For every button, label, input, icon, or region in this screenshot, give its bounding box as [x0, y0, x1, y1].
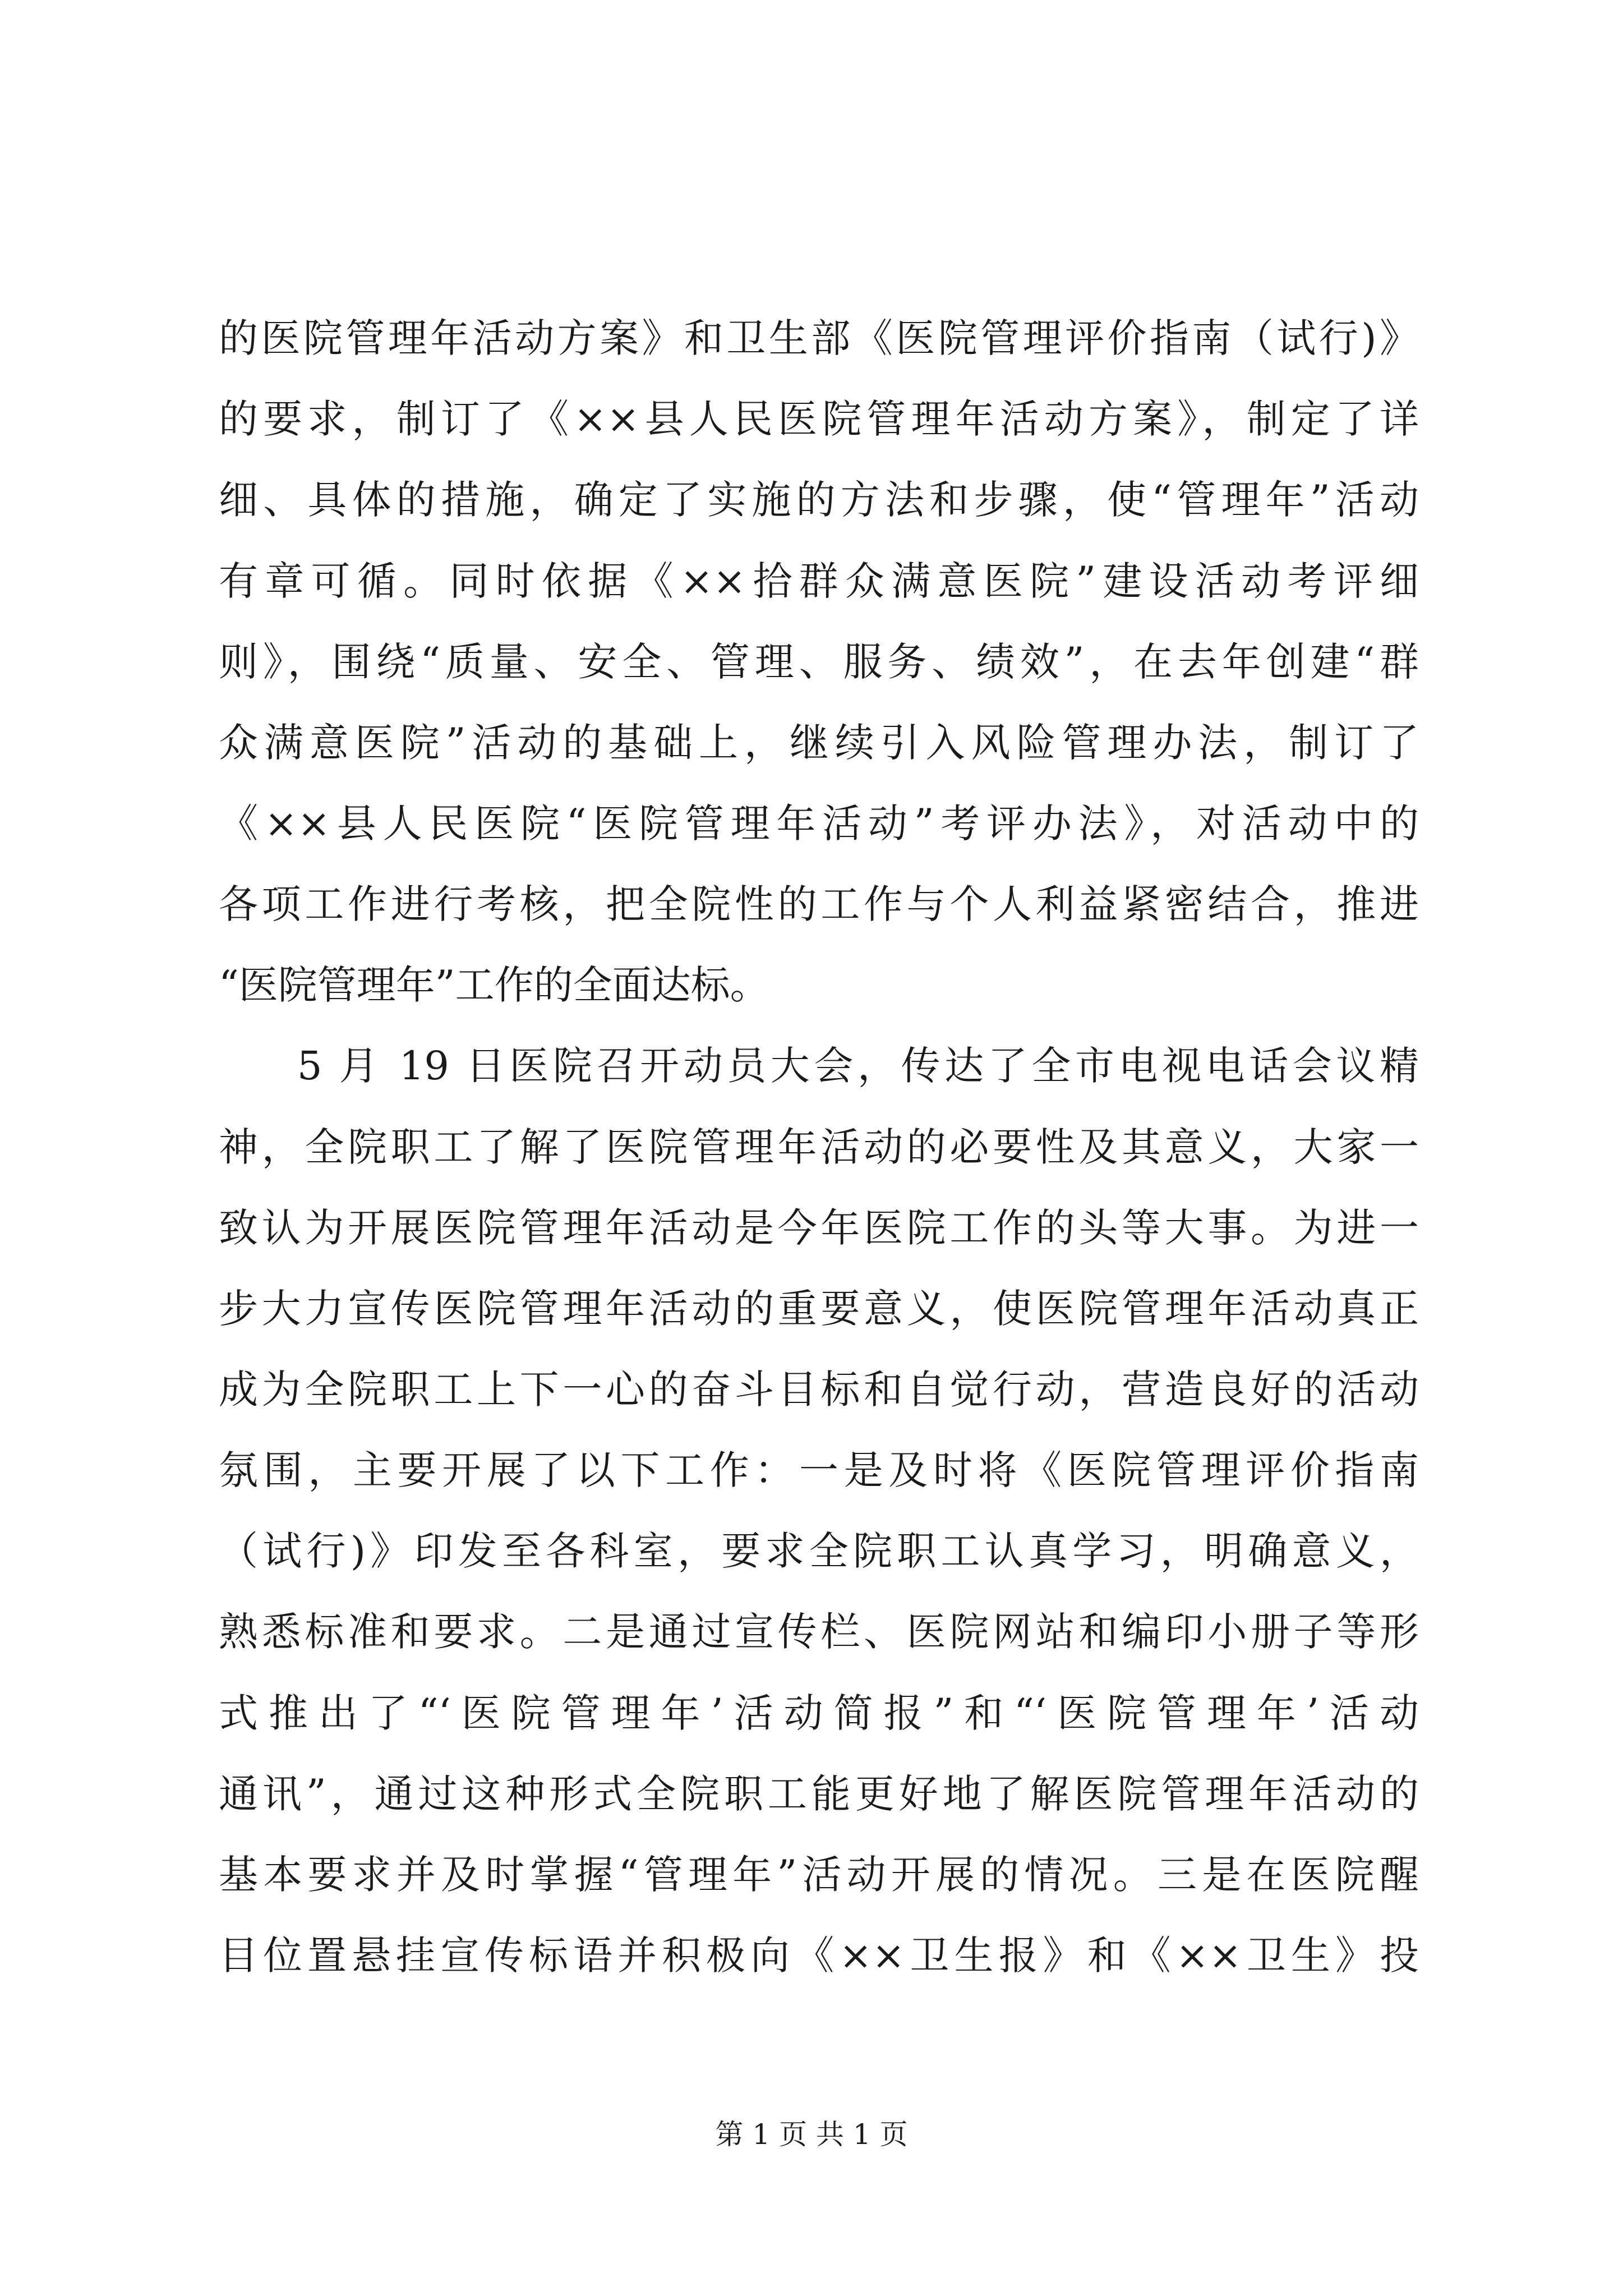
text-line: 目位置悬挂宣传标语并积极向《××卫生报》和《××卫生》投	[219, 1932, 1419, 1978]
text-line: 细、具体的措施，确定了实施的方法和步骤，使“管理年”活动	[219, 477, 1419, 523]
text-line: 基本要求并及时掌握“管理年”活动开展的情况。三是在医院醒	[219, 1852, 1419, 1898]
text-line: 众满意医院”活动的基础上，继续引入风险管理办法，制订了	[219, 720, 1419, 766]
text-line: 式推出了“‘医院管理年’活动简报”和“‘医院管理年’活动	[219, 1690, 1419, 1736]
page-number-footer: 第 1 页 共 1 页	[715, 2118, 908, 2151]
paragraph-first-line: 5 月 19 日医院召开动员大会，传达了全市电视电话会议精	[297, 1043, 1419, 1089]
text-line: 熟悉标准和要求。二是通过宣传栏、医院网站和编印小册子等形	[219, 1609, 1419, 1655]
text-line: 有章可循。同时依据《××拾群众满意医院”建设活动考评细	[219, 558, 1419, 604]
text-line: 成为全院职工上下一心的奋斗目标和自觉行动，营造良好的活动	[219, 1366, 1419, 1412]
text-line: 各项工作进行考核，把全院性的工作与个人利益紧密结合，推进	[219, 881, 1419, 927]
text-line: “医院管理年”工作的全面达标。	[219, 962, 769, 1008]
text-line: 的医院管理年活动方案》和卫生部《医院管理评价指南（试行)》	[219, 315, 1419, 361]
text-line: （试行)》印发至各科室，要求全院职工认真学习，明确意义，	[219, 1528, 1419, 1574]
text-line: 《××县人民医院“医院管理年活动”考评办法》，对活动中的	[219, 800, 1419, 846]
text-line: 的要求，制订了《××县人民医院管理年活动方案》，制定了详	[219, 396, 1419, 442]
text-line: 神，全院职工了解了医院管理年活动的必要性及其意义，大家一	[219, 1124, 1419, 1170]
text-line: 则》，围绕“质量、安全、管理、服务、绩效”，在去年创建“群	[219, 639, 1419, 685]
text-line: 致认为开展医院管理年活动是今年医院工作的头等大事。为进一	[219, 1205, 1419, 1251]
text-line: 氛围，主要开展了以下工作：一是及时将《医院管理评价指南	[219, 1447, 1419, 1493]
text-line: 通讯”，通过这种形式全院职工能更好地了解医院管理年活动的	[219, 1771, 1419, 1817]
text-line: 步大力宣传医院管理年活动的重要意义，使医院管理年活动真正	[219, 1286, 1419, 1332]
